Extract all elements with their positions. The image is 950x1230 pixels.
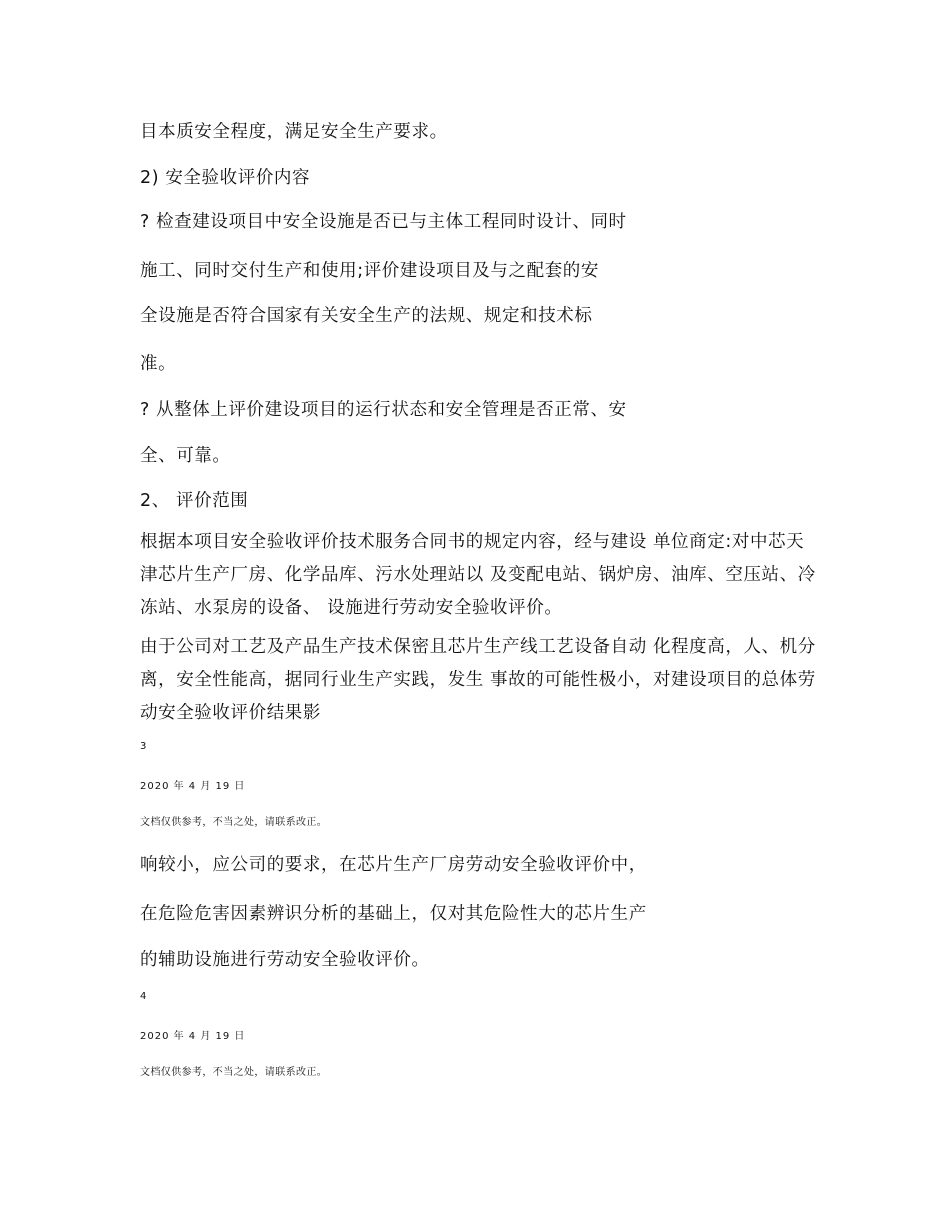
footer-note: 文档仅供参考，不当之处，请联系改正。: [140, 817, 328, 828]
body-line: 准。: [140, 354, 177, 374]
body-line: 在危险危害因素辨识分析的基础上，仅对其危险性大的芯片生产: [140, 904, 647, 924]
section-heading-content: 2) 安全验收评价内容: [140, 168, 311, 188]
body-line: 全设施是否符合国家有关安全生产的法规、规定和技术标: [140, 306, 593, 326]
page-number: 3: [140, 741, 148, 752]
section-heading-scope: 2、 评价范围: [140, 491, 249, 511]
page-number: 4: [140, 991, 148, 1002]
body-line: 的辅助设施进行劳动安全验收评价。: [140, 950, 430, 970]
paragraph-reason: 由于公司对工艺及产品生产技术保密且芯片生产线工艺设备自动 化程度高，人、机分离，安全性能高，据同行业生产实践，发生 事故的可能性极小，对建设项目的总体劳动安全验收评价结果影: [140, 637, 816, 723]
bullet-line: ? 从整体上评价建设项目的运行状态和安全管理是否正常、安: [140, 400, 627, 420]
body-line: 施工、同时交付生产和使用;评价建设项目及与之配套的安: [140, 261, 599, 281]
paragraph-scope: 根据本项目安全验收评价技术服务合同书的规定内容，经与建设 单位商定:对中芯天津芯片生产厂房、化学品库、污水处理站以 及变配电站、锅炉房、油库、空压站、冷冻站、水泵房的设备、 设施进行劳动安全验收评价。: [140, 532, 816, 618]
page-date: 2020 年 4 月 19 日: [140, 781, 246, 792]
page-date: 2020 年 4 月 19 日: [140, 1031, 246, 1042]
body-line: 全、可靠。: [140, 446, 231, 466]
body-line: 目本质安全程度，满足安全生产要求。: [140, 122, 448, 142]
body-line: 响较小，应公司的要求，在芯片生产厂房劳动安全验收评价中，: [140, 855, 647, 875]
footer-note: 文档仅供参考，不当之处，请联系改正。: [140, 1067, 328, 1078]
bullet-line: ? 检查建设项目中安全设施是否已与主体工程同时设计、同时: [140, 212, 627, 232]
